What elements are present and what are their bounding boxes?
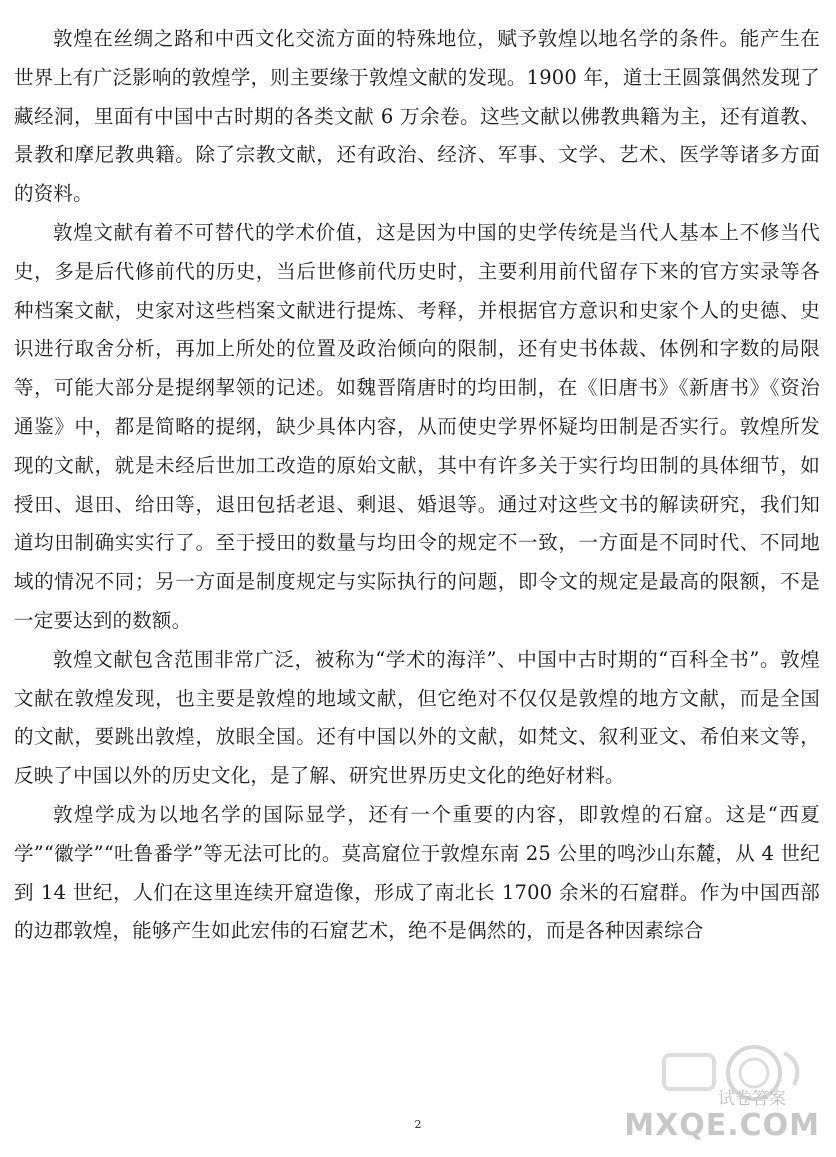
paragraph-3: 敦煌文献包含范围非常广泛，被称为“学术的海洋”、中国中古时期的“百科全书”。敦煌文献在敦煌发现，也主要是敦煌的地域文献，但它绝对不仅仅是敦煌的地方文献，而是全国的文献，要跳出敦煌，放眼全国。还有中国以外的文献，如梵文、叙利亚文、希伯来文等，反映了中国以外的历史文化，是了解、研究世界历史文化的绝好材料。 [14,647,820,788]
paragraph-2: 敦煌文献有着不可替代的学术价值，这是因为中国的史学传统是当代人基本上不修当代史，多是后代修前代的历史，当后世修前代历史时，主要利用前代留存下来的官方实录等各种档案文献，史家对这些档案文献进行提炼、考释，并根据官方意识和史家个人的史德、史识进行取舍分析，再加上所处的位置及政治倾向的限制，还有史书体裁、体例和字数的局限等，可能大部分是提纲挈领的记述。如魏晋隋唐时的均田制，在《旧唐书》《新唐书》《资治通鉴》中，都是简略的提纲，缺少具体内容，从而使史学界怀疑均田制是否实行。敦煌所发现的文献，就是未经后世加工改造的原始文献，其中有许多关于实行均田制的具体细节，如授田、退田、给田等，退田包括老退、剩退、婚退等。通过对这些文书的解读研究，我们知道均田制确实实行了。至于授田的数量与均田令的规定不一致，一方面是不同时代、不同地域的情况不同；另一方面是制度规定与实际执行的问题，即令文的规定是最高的限额，不是一定要达到的数额。 [14,220,820,632]
watermark-label: 试卷答案 [718,1089,786,1109]
paragraph-1: 敦煌在丝绸之路和中西文化交流方面的特殊地位，赋予敦煌以地名学的条件。能产生在世界上有广泛影响的敦煌学，则主要缘于敦煌文献的发现。1900 年，道士王圆箓偶然发现了藏经洞，里面有中国中古时期的各类文献 6 万余卷。这些文献以佛教典籍为主，还有道教、景教和摩尼教典籍。除了宗教文献，还有政治、经济、军事、文学、艺术、医学等诸多方面的资料。 [14,27,820,206]
watermark-logo [624,1033,830,1153]
article-body [14,20,820,951]
page-number: 2 [414,1118,422,1131]
paragraph-4: 敦煌学成为以地名学的国际显学，还有一个重要的内容，即敦煌的石窟。这是“西夏学”“徽学”“吐鲁番学”等无法可比的。莫高窟位于敦煌东南 25 公里的鸣沙山东麓，从 4 世纪到 14 世纪，人们在这里连续开窟造像，形成了南北长 1700 余米的石窟群。作为中国西部的边郡敦煌，能够产生如此宏伟的石窟艺术，绝不是偶然的，而是各种因素综合 [14,802,820,943]
watermark-site: MXQE.COM [624,1108,820,1143]
